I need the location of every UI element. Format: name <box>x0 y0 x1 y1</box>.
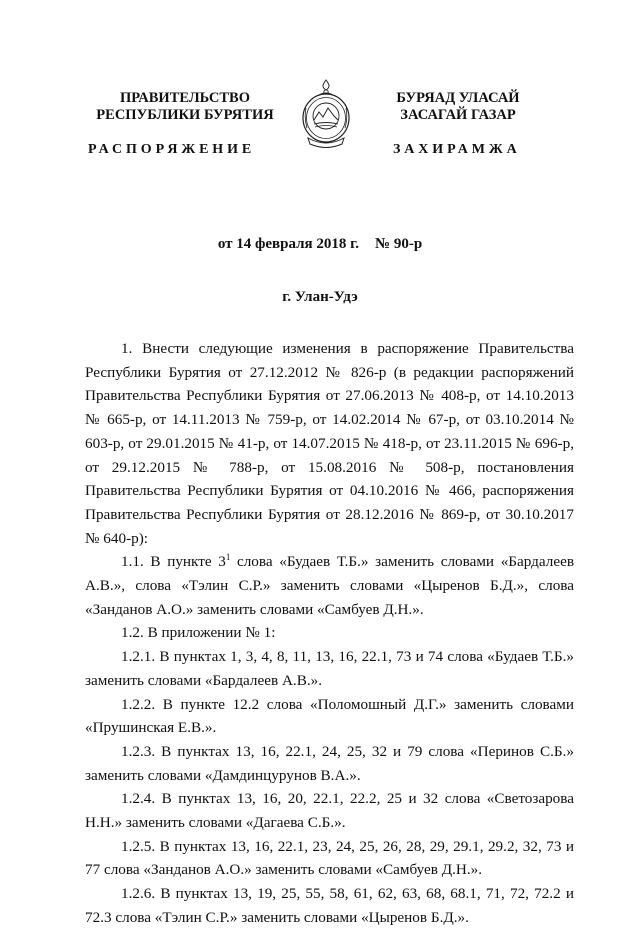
paragraph-1-2-6: 1.2.6. В пунктах 13, 19, 25, 55, 58, 61, 62, 63, 68, 68.1, 71, 72, 72.2 и 72.3 слова «Тэлин С.Р.» заменить словами «Цыренов Б.Д.». <box>85 885 574 926</box>
document-body <box>85 337 574 930</box>
paragraph-1-2: 1.2. В приложении № 1: <box>121 624 276 642</box>
header-left <box>90 90 280 124</box>
paragraph-1-2-2: 1.2.2. В пункте 12.2 слова «Поломошный Д.Г.» заменить словами «Прушинская Е.В.». <box>85 695 574 737</box>
order-type-right: ЗАХИРАМЖА <box>393 142 521 157</box>
header-left-line2: РЕСПУБЛИКИ БУРЯТИЯ <box>96 107 274 123</box>
coat-of-arms-emblem <box>299 78 353 152</box>
header-right <box>378 90 538 124</box>
order-number: № 90-р <box>375 236 423 252</box>
order-type-left: РАСПОРЯЖЕНИЕ <box>88 142 256 157</box>
superscript: 1 <box>225 552 231 563</box>
order-date: от 14 февраля 2018 г. <box>217 236 359 252</box>
header-right-line2: ЗАСАГАЙ ГАЗАР <box>400 107 516 123</box>
paragraph-1-1 <box>85 550 574 621</box>
city: г. Улан-Удэ <box>282 289 358 305</box>
paragraph-1-2-1: 1.2.1. В пунктах 1, 3, 4, 8, 11, 13, 16, 22.1, 73 и 74 слова «Будаев Т.Б.» заменить словами «Бардалеев А.В.». <box>85 648 574 689</box>
paragraph-1-2-5: 1.2.5. В пунктах 13, 16, 22.1, 23, 24, 25, 26, 28, 29, 29.1, 29.2, 32, 73 и 77 слова «Занданов А.О.» заменить словами «Самбуев Д.Н.». <box>85 837 574 879</box>
paragraph-1: 1. Внести следующие изменения в распоряжение Правительства Республики Бурятия от 27.12.2012 № 826-р (в редакции распоряжений Правительства Республики Бурятия от 27.06.2013 № 408-р, от 14.10.2013 № 665-р, от 14.11.2013 № 759-р, от 14.02.2014 № 67-р, от 03.10.2014 № 603-р, от 29.01.2015 № 41-р, от 14.07.2015 № 418-р, от 23.11.2015 № 696-р, от 29.12.2015 № 788-р, от 15.08.2016 № 508-р, постановления Правительства Республики Бурятия от 04.10.2016 № 466, распоряжения Правительства Республики Бурятия от 28.12.2016 № 869-р, от 30.10.2017 № 640-р): <box>85 340 574 547</box>
date-line <box>0 236 640 253</box>
paragraph-1-1-end: слова «Будаев Т.Б.» заменить словами «Бардалеев А.В.», слова «Тэлин С.Р.» заменить словами «Цыренов Б.Д.», слова «Занданов А.О.» заменить словами «Самбуев Д.Н.». <box>85 553 574 618</box>
paragraph-1-2-3: 1.2.3. В пунктах 13, 16, 22.1, 24, 25, 32 и 79 слова «Перинов С.Б.» заменить словами «Дамдинцурунов В.А.». <box>85 742 574 784</box>
paragraph-1-2-4: 1.2.4. В пунктах 13, 16, 20, 22.1, 22.2, 25 и 32 слова «Светозарова Н.Н.» заменить словами «Дагаева С.Б.». <box>85 790 574 832</box>
header-right-line1: БУРЯАД УЛАСАЙ <box>396 90 520 106</box>
paragraph-1-1-start: 1.1. В пункте 3 <box>121 553 226 571</box>
header-left-line1: ПРАВИТЕЛЬСТВО <box>120 90 250 106</box>
